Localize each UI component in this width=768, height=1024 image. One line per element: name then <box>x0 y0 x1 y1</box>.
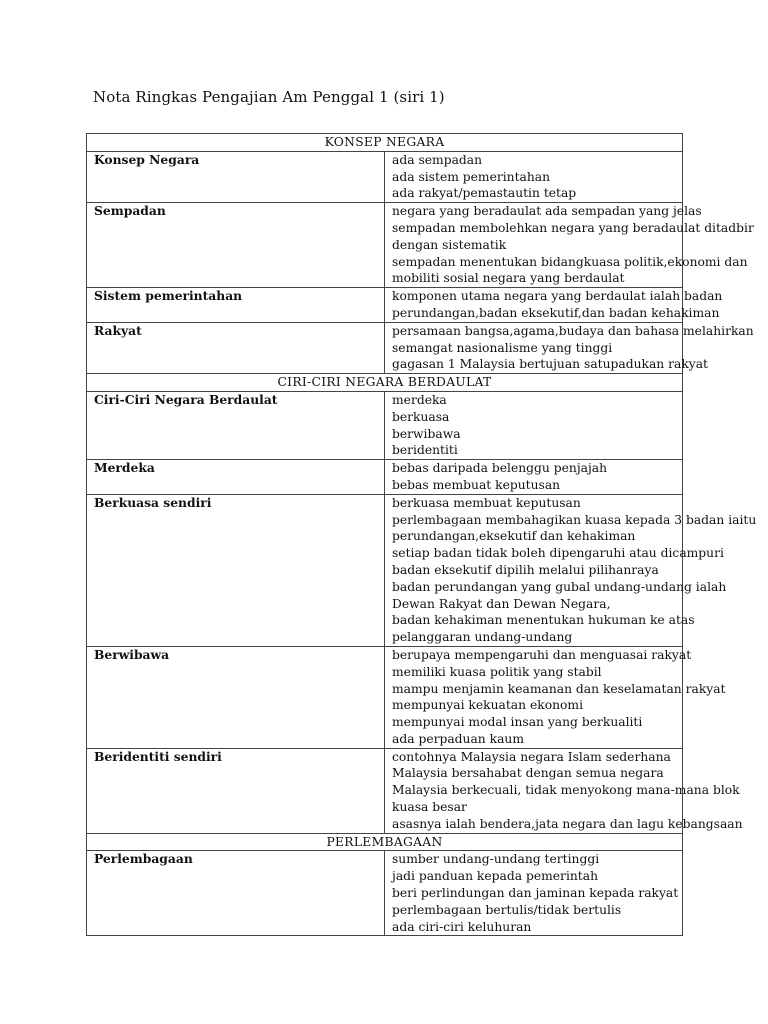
description-cell <box>385 391 683 459</box>
description-line: ada sistem pemerintahan <box>392 169 551 184</box>
term-cell: Rakyat <box>87 322 385 373</box>
description-line: mempunyai modal insan yang berkualiti <box>392 715 643 730</box>
section-header-row <box>87 134 683 152</box>
section-heading: PERLEMBAGAAN <box>87 833 683 851</box>
description-line: bebas membuat keputusan <box>392 477 561 492</box>
description-line: mempunyai kekuatan ekonomi <box>392 698 584 713</box>
description-cell <box>385 646 726 748</box>
term-cell: Konsep Negara <box>87 151 385 202</box>
description-line: berkuasa membuat keputusan <box>392 495 581 510</box>
description-line: bebas daripada belenggu penjajah <box>392 461 608 476</box>
table-row <box>87 851 683 936</box>
table-row <box>87 494 683 646</box>
term-cell: Beridentiti sendiri <box>87 748 385 833</box>
term-cell: Sempadan <box>87 203 385 288</box>
description-line: perundangan,badan eksekutif,dan badan kehakiman <box>392 305 720 320</box>
term-cell: Merdeka <box>87 460 385 495</box>
description-line: jadi panduan kepada pemerintah <box>392 869 598 884</box>
term-cell: Ciri-Ciri Negara Berdaulat <box>87 391 385 459</box>
description-line: negara yang beradaulat ada sempadan yang jelas <box>392 204 702 219</box>
description-cell <box>385 494 757 646</box>
description-line: kuasa besar <box>392 800 467 815</box>
table-row <box>87 391 683 459</box>
description-line: mampu menjamin keamanan dan keselamatan rakyat <box>392 681 726 696</box>
description-line: Dewan Rakyat dan Dewan Negara, <box>392 596 611 611</box>
description-line: badan kehakiman menentukan hukuman ke atas <box>392 613 695 628</box>
section-header-row <box>87 374 683 392</box>
description-line: Malaysia berkecuali, tidak menyokong mana-mana blok <box>392 783 740 798</box>
description-line: beridentiti <box>392 443 458 458</box>
description-line: sempadan membolehkan negara yang beradaulat ditadbir <box>392 220 754 235</box>
description-cell <box>385 322 754 373</box>
section-heading: CIRI-CIRI NEGARA BERDAULAT <box>87 374 683 392</box>
table-row <box>87 203 683 288</box>
document-title: Nota Ringkas Pengajian Am Penggal 1 (siri 1) <box>93 88 445 106</box>
description-line: gagasan 1 Malaysia bertujuan satupadukan rakyat <box>392 357 708 372</box>
description-line: perlembagaan membahagikan kuasa kepada 3 badan iaitu <box>392 512 757 527</box>
description-cell <box>385 851 683 936</box>
term-cell: Perlembagaan <box>87 851 385 936</box>
table-row <box>87 322 683 373</box>
table-row <box>87 151 683 202</box>
description-line: contohnya Malaysia negara Islam sederhana <box>392 749 671 764</box>
description-line: ada rakyat/pemastautin tetap <box>392 186 577 201</box>
description-cell <box>385 288 723 323</box>
term-cell: Berkuasa sendiri <box>87 494 385 646</box>
description-line: mobiliti sosial negara yang berdaulat <box>392 271 625 286</box>
description-cell <box>385 460 683 495</box>
table-row <box>87 460 683 495</box>
term-cell: Berwibawa <box>87 646 385 748</box>
description-line: pelanggaran undang-undang <box>392 630 573 645</box>
section-header-row <box>87 833 683 851</box>
description-line: berupaya mempengaruhi dan menguasai rakyat <box>392 647 692 662</box>
table-row <box>87 288 683 323</box>
description-line: semangat nasionalisme yang tinggi <box>392 340 613 355</box>
description-line: sumber undang-undang tertinggi <box>392 852 600 867</box>
description-line: asasnya ialah bendera,jata negara dan lagu kebangsaan <box>392 816 743 831</box>
description-line: sempadan menentukan bidangkuasa politik,ekonomi dan <box>392 254 748 269</box>
description-line: persamaan bangsa,agama,budaya dan bahasa melahirkan <box>392 323 754 338</box>
description-line: ada perpaduan kaum <box>392 731 524 746</box>
description-line: berkuasa <box>392 409 450 424</box>
description-line: badan eksekutif dipilih melalui pilihanraya <box>392 562 659 577</box>
description-line: perundangan,eksekutif dan kehakiman <box>392 529 636 544</box>
description-line: merdeka <box>392 392 447 407</box>
description-line: komponen utama negara yang berdaulat ialah badan <box>392 289 723 304</box>
description-line: berwibawa <box>392 426 461 441</box>
description-line: Malaysia bersahabat dengan semua negara <box>392 766 664 781</box>
section-heading: KONSEP NEGARA <box>87 134 683 152</box>
description-cell <box>385 748 743 833</box>
description-line: setiap badan tidak boleh dipengaruhi atau dicampuri <box>392 546 724 561</box>
table-row <box>87 748 683 833</box>
description-line: ada sempadan <box>392 152 483 167</box>
description-line: badan perundangan yang gubal undang-undang ialah <box>392 579 727 594</box>
notes-table-body <box>87 134 757 936</box>
table-row <box>87 646 683 748</box>
description-line: ada ciri-ciri keluhuran <box>392 919 532 934</box>
term-cell: Sistem pemerintahan <box>87 288 385 323</box>
description-line: perlembagaan bertulis/tidak bertulis <box>392 902 622 917</box>
description-line: beri perlindungan dan jaminan kepada rakyat <box>392 886 679 901</box>
description-line: memiliki kuasa politik yang stabil <box>392 664 602 679</box>
description-cell <box>385 203 754 288</box>
description-line: dengan sistematik <box>392 237 507 252</box>
description-cell <box>385 151 683 202</box>
notes-table <box>86 133 757 936</box>
